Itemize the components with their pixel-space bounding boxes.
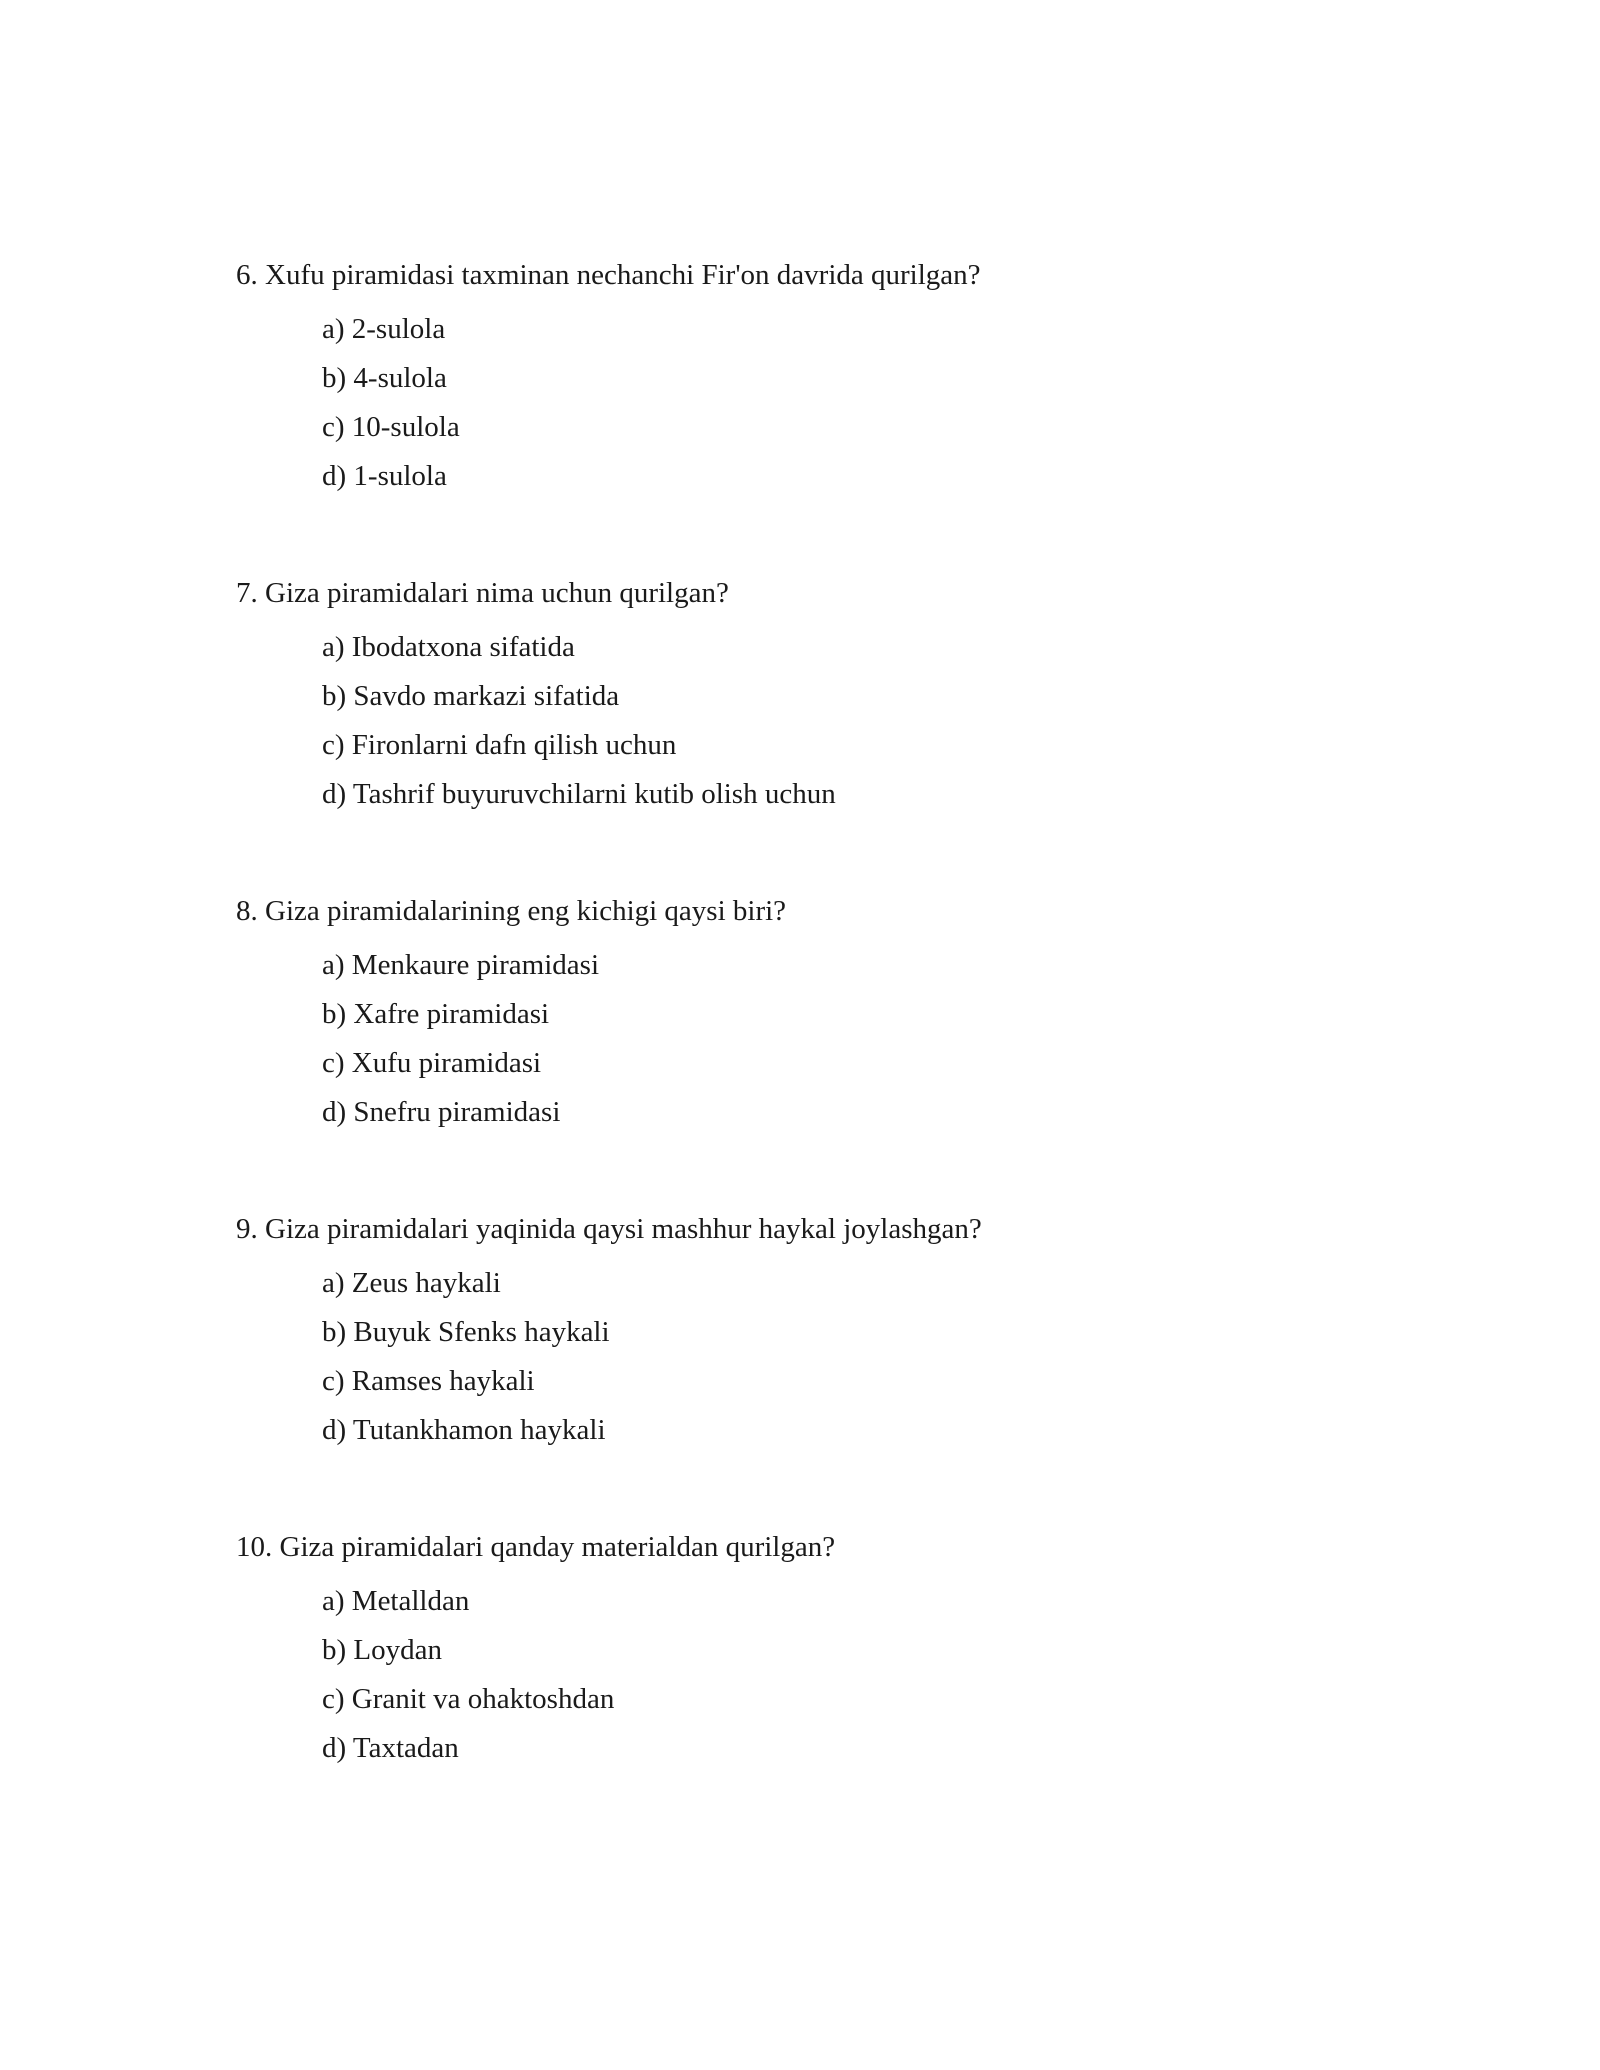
option-d: d) Snefru piramidasi — [322, 1096, 561, 1128]
option-c: c) 10-sulola — [322, 411, 460, 443]
question-text: 10. Giza piramidalari qanday materialdan qurilgan? — [236, 1531, 836, 1563]
question-text: 8. Giza piramidalarining eng kichigi qaysi biri? — [236, 895, 787, 927]
option-a: a) Ibodatxona sifatida — [322, 631, 575, 663]
option-b: b) 4-sulola — [322, 362, 447, 394]
answer-options — [322, 945, 1436, 1141]
option-c: c) Fironlarni dafn qilish uchun — [322, 729, 677, 761]
option-c: c) Granit va ohaktoshdan — [322, 1683, 615, 1715]
option-b: b) Loydan — [322, 1634, 442, 1666]
option-d: d) Taxtadan — [322, 1732, 459, 1764]
question-9 — [236, 1209, 1436, 1459]
option-a: a) Menkaure piramidasi — [322, 949, 600, 981]
answer-options — [322, 1581, 1436, 1777]
option-c: c) Xufu piramidasi — [322, 1047, 542, 1079]
option-d: d) Tutankhamon haykali — [322, 1414, 606, 1446]
option-b: b) Xafre piramidasi — [322, 998, 550, 1030]
answer-options — [322, 309, 1436, 505]
question-6 — [236, 255, 1436, 505]
question-text: 9. Giza piramidalari yaqinida qaysi mashhur haykal joylashgan? — [236, 1213, 982, 1245]
option-d: d) Tashrif buyuruvchilarni kutib olish uchun — [322, 778, 836, 810]
option-c: c) Ramses haykali — [322, 1365, 535, 1397]
option-b: b) Buyuk Sfenks haykali — [322, 1316, 610, 1348]
answer-options — [322, 627, 1436, 823]
question-7 — [236, 573, 1436, 823]
question-10 — [236, 1527, 1436, 1777]
option-d: d) 1-sulola — [322, 460, 447, 492]
option-a: a) Zeus haykali — [322, 1267, 501, 1299]
question-text: 6. Xufu piramidasi taxminan nechanchi Fir'on davrida qurilgan? — [236, 259, 981, 291]
option-a: a) 2-sulola — [322, 313, 446, 345]
option-b: b) Savdo markazi sifatida — [322, 680, 620, 712]
answer-options — [322, 1263, 1436, 1459]
option-a: a) Metalldan — [322, 1585, 470, 1617]
question-8 — [236, 891, 1436, 1141]
question-text: 7. Giza piramidalari nima uchun qurilgan? — [236, 577, 729, 609]
